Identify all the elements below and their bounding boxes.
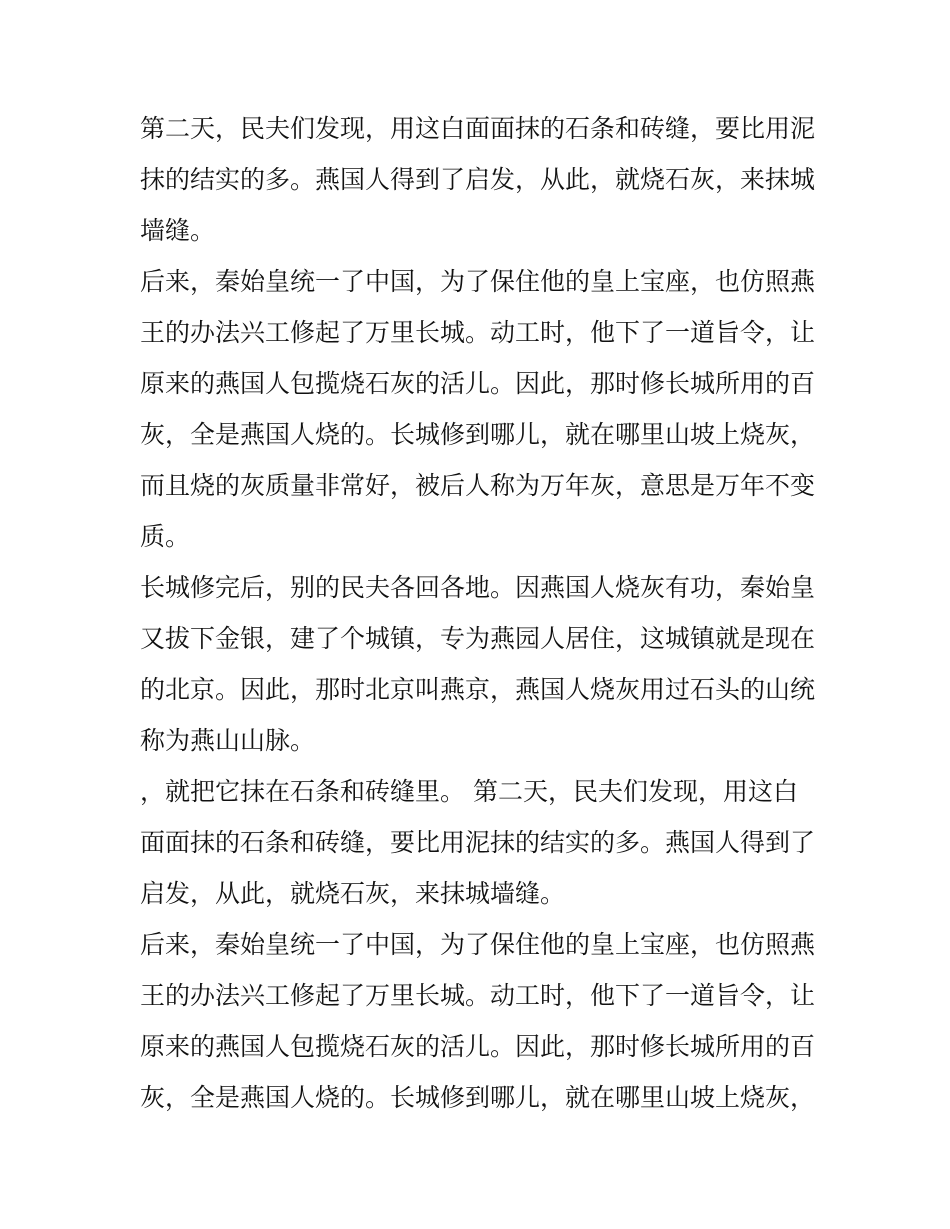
text-line: 后来，秦始皇统一了中国，为了保住他的皇上宝座，也仿照燕 xyxy=(140,267,816,296)
text-line: ，就把它抹在石条和砖缝里。 第二天，民夫们发现，用这白 xyxy=(140,777,798,806)
text-line: 灰，全是燕国人烧的。长城修到哪儿，就在哪里山坡上烧灰， xyxy=(140,420,816,449)
text-line: 第二天，民夫们发现，用这白面面抹的石条和砖缝，要比用泥 xyxy=(140,114,816,143)
text-line: 又拔下金银，建了个城镇，专为燕园人居住，这城镇就是现在 xyxy=(140,624,816,653)
document-body xyxy=(140,103,820,1123)
text-line: 质。 xyxy=(140,522,191,551)
text-line: 王的办法兴工修起了万里长城。动工时，他下了一道旨令，让 xyxy=(140,981,816,1010)
text-line: 墙缝。 xyxy=(140,216,216,245)
text-line: 后来，秦始皇统一了中国，为了保住他的皇上宝座，也仿照燕 xyxy=(140,930,816,959)
text-line: 面面抹的石条和砖缝，要比用泥抹的结实的多。燕国人得到了 xyxy=(140,828,816,857)
text-line: 的北京。因此，那时北京叫燕京，燕国人烧灰用过石头的山统 xyxy=(140,675,816,704)
text-line: 称为燕山山脉。 xyxy=(140,726,316,755)
text-line: 原来的燕国人包揽烧石灰的活儿。因此，那时修长城所用的百 xyxy=(140,1032,816,1061)
text-line: 灰，全是燕国人烧的。长城修到哪儿，就在哪里山坡上烧灰， xyxy=(140,1083,816,1112)
text-line: 原来的燕国人包揽烧石灰的活儿。因此，那时修长城所用的百 xyxy=(140,369,816,398)
text-line: 抹的结实的多。燕国人得到了启发，从此，就烧石灰，来抹城 xyxy=(140,165,816,194)
text-line: 王的办法兴工修起了万里长城。动工时，他下了一道旨令，让 xyxy=(140,318,816,347)
text-line: 而且烧的灰质量非常好，被后人称为万年灰，意思是万年不变 xyxy=(140,471,816,500)
text-line: 启发，从此，就烧石灰，来抹城墙缝。 xyxy=(140,879,566,908)
text-line: 长城修完后，别的民夫各回各地。因燕国人烧灰有功，秦始皇 xyxy=(140,573,816,602)
